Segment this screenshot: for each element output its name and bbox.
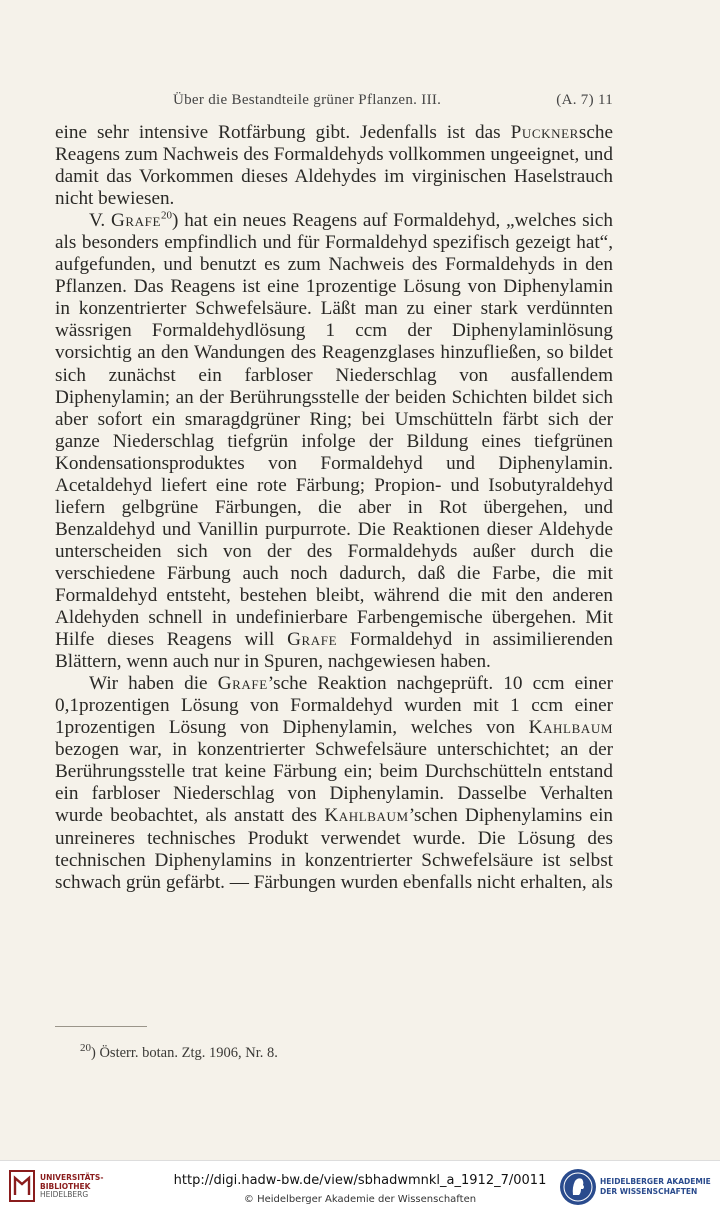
paragraph-2: V. Grafe$^{20}$) hat ein neues Reagens auf Formaldehyd, „welches sich als besonders empfindlich und für Formaldehyd spezifisch gezeigt hat“, aufgefunden, und benutzt es zum Nachweis des Formaldehyds in den Pflanzen. Das Reagens ist eine 1prozentige Lösung von Diphenylamin in konzentrierter Schwefelsäure. Läßt man zu einer stark verdünnten wässrigen Formaldehydlösung 1 ccm der Diphenylaminlösung vorsichtig an den Wandungen des Reagenzglases hinzufließen, so bildet sich zunächst ein farbloser Niederschlag von ausfallendem Diphenylamin; an der Berührungsstelle der beiden Schichten bildet sich aber sofort ein smaragdgrüner Ring; bei Umschütteln färbt sich der ganze Niederschlag tiefgrün infolge der Bildung eines tiefgrünen Kondensationsproduktes von Formaldehyd und Diphenylamin. Acetaldehyd liefert eine rote Färbung; Propion- und Isobutyraldehyd liefern gelbgrüne Färbungen, die aber in Rot übergehen, und Benzaldehyd und Vanillin purpurrote. Die Reaktionen dieser Aldehyde unterscheiden sich von der des Formaldehyds außer durch die verschiedene Färbung auch noch dadurch, daß die Farbe, die mit Formaldehyd entsteht, bestehen bleibt, während die mit den anderen Aldehyden schnell in undefinierbare Farbengemische übergehen. Mit Hilfe dieses Reagens will Grafe Formaldehyd in assimilierenden Blättern, wenn auch nur in Spuren, nachgewiesen haben.: [55, 209, 613, 673]
author-name: Grafe: [110, 210, 162, 232]
academy-logo[interactable]: HEIDELBERGER AKADEMIE DER WISSENSCHAFTEN: [558, 1167, 718, 1207]
footnote-mark: 20: [80, 1042, 91, 1055]
footnote: [80, 1042, 278, 1062]
footnote-text: ) Österr. botan. Ztg. 1906, Nr. 8.: [91, 1045, 278, 1061]
academy-seal-icon: [558, 1167, 598, 1207]
footnote-divider: [55, 1026, 147, 1027]
author-name: Grafe: [217, 673, 268, 695]
running-head-page-number: (A. 7) 11: [556, 92, 613, 108]
author-name: Puckner: [510, 122, 579, 143]
paragraph-3: Wir haben die Grafe’sche Reaktion nachgeprüft. 10 ccm einer 0,1prozentigen Lösung von Formaldehyd wurden mit 1 ccm einer 1prozentigen Lösung von Diphenylamin, welches von Kahlbaum bezogen war, in konzentrierter Schwefelsäure unterschichtet; an der Berührungsstelle trat keine Färbung ein; beim Durchschütteln entstand ein farbloser Niederschlag von Diphenylamin. Dasselbe Verhalten wurde beobachtet, als anstatt des Kahlbaum’schen Diphenylamins ein unreineres technisches Produkt verwendet wurde. Die Lösung des technischen Diphenylamins in konzentrierter Schwefelsäure ist selbst schwach grün gefärbt. — Färbungen wurden ebenfalls nicht erhalten, als: [55, 673, 613, 893]
viewer-footer: [0, 1160, 720, 1213]
copyright-notice: © Heidelberger Akademie der Wissenschaften: [243, 1194, 477, 1205]
body-text: [55, 122, 613, 894]
university-library-logo[interactable]: UNIVERSITÄTS- BIBLIOTHEK HEIDELBERG: [8, 1169, 138, 1205]
company-name: Kahlbaum: [324, 805, 409, 827]
footnote-reference: 20: [161, 209, 173, 222]
source-url-link[interactable]: http://digi.hadw-bw.de/view/sbhadwmnkl_a_1912_7/0011: [173, 1173, 547, 1188]
author-name: Grafe: [287, 629, 338, 651]
running-head-title: Über die Bestandteile grüner Pflanzen. III.: [173, 92, 442, 108]
company-name: Kahlbaum: [528, 717, 613, 739]
paragraph-1: eine sehr intensive Rotfärbung gibt. Jedenfalls ist das Pucknersche Reagens zum Nachweis des Formaldehyds vollkommen ungeeignet, und damit das Vorkommen dieses Aldehydes im virginischen Haselstrauch nicht bewiesen.: [55, 122, 613, 210]
